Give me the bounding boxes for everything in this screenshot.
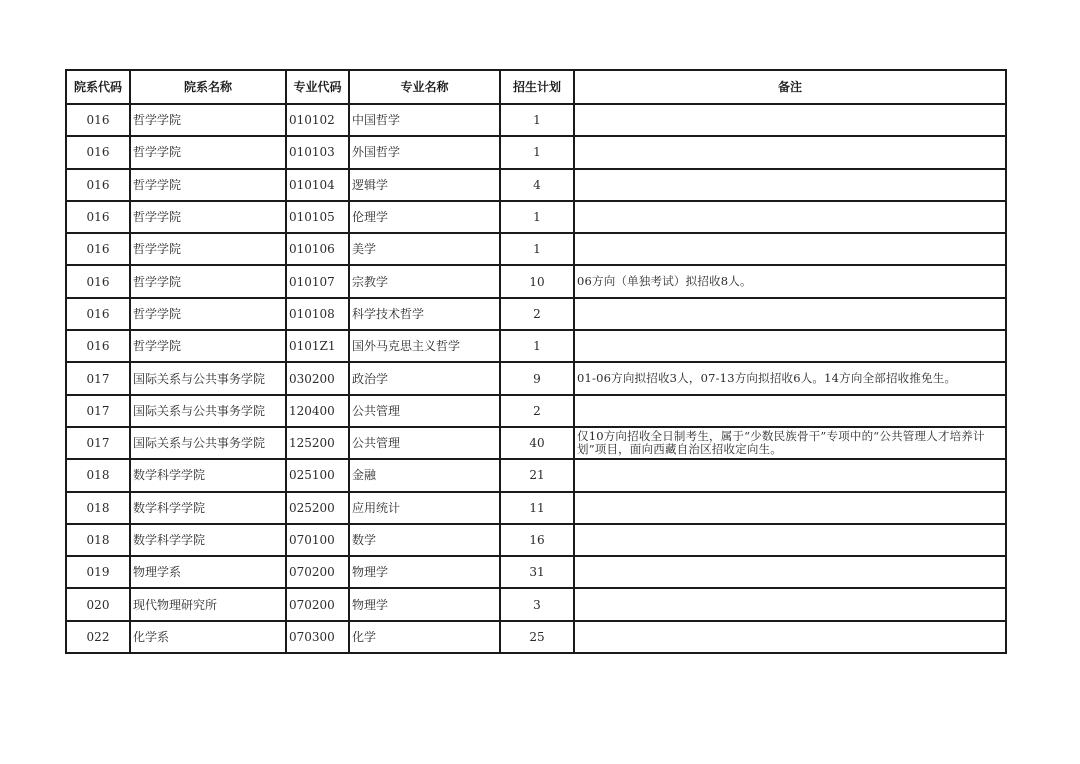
cell-note [574,395,1006,427]
cell-plan: 40 [500,427,574,459]
cell-major-name: 数学 [349,524,500,556]
cell-plan: 4 [500,169,574,201]
cell-plan: 2 [500,298,574,330]
table-row [66,233,1006,265]
cell-note [574,524,1006,556]
cell-major-name: 国外马克思主义哲学 [349,330,500,362]
header-plan: 招生计划 [500,70,574,104]
cell-dept-code: 016 [66,265,130,297]
cell-dept-name: 哲学学院 [130,201,286,233]
cell-major-code: 010104 [286,169,349,201]
cell-plan: 21 [500,459,574,491]
cell-dept-code: 017 [66,395,130,427]
table-row [66,395,1006,427]
header-major-code: 专业代码 [286,70,349,104]
cell-major-code: 070200 [286,588,349,620]
cell-major-name: 化学 [349,621,500,653]
cell-major-code: 025200 [286,492,349,524]
enrollment-plan-table-container [65,69,1005,654]
cell-dept-code: 016 [66,233,130,265]
cell-note: 06方向（单独考试）拟招收8人。 [574,265,1006,297]
cell-major-code: 0101Z1 [286,330,349,362]
cell-dept-name: 数学科学学院 [130,524,286,556]
cell-dept-name: 哲学学院 [130,136,286,168]
cell-dept-name: 哲学学院 [130,233,286,265]
cell-dept-code: 016 [66,104,130,136]
table-row [66,556,1006,588]
cell-dept-code: 018 [66,459,130,491]
cell-dept-name: 现代物理研究所 [130,588,286,620]
cell-major-code: 010108 [286,298,349,330]
cell-note [574,104,1006,136]
cell-note [574,588,1006,620]
cell-note [574,330,1006,362]
cell-plan: 9 [500,362,574,394]
cell-major-name: 美学 [349,233,500,265]
table-row [66,621,1006,653]
cell-dept-name: 数学科学学院 [130,459,286,491]
cell-dept-code: 016 [66,136,130,168]
cell-major-name: 公共管理 [349,395,500,427]
cell-major-code: 125200 [286,427,349,459]
cell-major-code: 010103 [286,136,349,168]
cell-major-name: 物理学 [349,588,500,620]
cell-dept-name: 哲学学院 [130,104,286,136]
cell-major-code: 010106 [286,233,349,265]
cell-plan: 1 [500,233,574,265]
cell-note [574,169,1006,201]
cell-note [574,459,1006,491]
cell-major-name: 金融 [349,459,500,491]
cell-major-code: 010102 [286,104,349,136]
cell-note [574,201,1006,233]
table-row [66,524,1006,556]
cell-dept-name: 化学系 [130,621,286,653]
cell-plan: 1 [500,104,574,136]
cell-note [574,136,1006,168]
cell-major-code: 010105 [286,201,349,233]
cell-major-name: 外国哲学 [349,136,500,168]
cell-plan: 1 [500,201,574,233]
table-row [66,427,1006,459]
table-row [66,104,1006,136]
table-row [66,136,1006,168]
cell-dept-code: 016 [66,169,130,201]
table-row [66,588,1006,620]
header-dept-code: 院系代码 [66,70,130,104]
cell-major-name: 中国哲学 [349,104,500,136]
cell-note [574,556,1006,588]
cell-dept-name: 哲学学院 [130,330,286,362]
header-row [66,70,1006,104]
cell-major-name: 宗教学 [349,265,500,297]
cell-dept-name: 国际关系与公共事务学院 [130,427,286,459]
cell-note [574,298,1006,330]
cell-plan: 2 [500,395,574,427]
cell-dept-name: 国际关系与公共事务学院 [130,362,286,394]
cell-dept-code: 016 [66,330,130,362]
cell-major-code: 070300 [286,621,349,653]
cell-dept-code: 018 [66,492,130,524]
cell-dept-code: 017 [66,362,130,394]
cell-dept-code: 019 [66,556,130,588]
cell-major-code: 025100 [286,459,349,491]
cell-plan: 25 [500,621,574,653]
cell-dept-code: 016 [66,298,130,330]
cell-major-code: 070100 [286,524,349,556]
cell-dept-name: 哲学学院 [130,298,286,330]
cell-note [574,492,1006,524]
header-major-name: 专业名称 [349,70,500,104]
cell-note: 01-06方向拟招收3人，07-13方向拟招收6人。14方向全部招收推免生。 [574,362,1006,394]
cell-plan: 1 [500,330,574,362]
cell-major-name: 物理学 [349,556,500,588]
cell-dept-code: 020 [66,588,130,620]
cell-dept-code: 022 [66,621,130,653]
header-dept-name: 院系名称 [130,70,286,104]
cell-dept-code: 018 [66,524,130,556]
cell-dept-code: 016 [66,201,130,233]
table-row [66,169,1006,201]
cell-note: 仅10方向招收全日制考生，属于“少数民族骨干”专项中的“公共管理人才培养计划”项目，面向西藏自治区招收定向生。 [574,427,1006,459]
table-row [66,492,1006,524]
cell-plan: 3 [500,588,574,620]
cell-major-name: 政治学 [349,362,500,394]
table-row [66,265,1006,297]
cell-major-name: 公共管理 [349,427,500,459]
cell-major-code: 010107 [286,265,349,297]
cell-note [574,233,1006,265]
cell-plan: 16 [500,524,574,556]
cell-major-code: 030200 [286,362,349,394]
table-row [66,298,1006,330]
cell-plan: 31 [500,556,574,588]
cell-dept-name: 数学科学学院 [130,492,286,524]
cell-major-name: 应用统计 [349,492,500,524]
cell-note [574,621,1006,653]
cell-dept-name: 物理学系 [130,556,286,588]
table-row [66,330,1006,362]
cell-plan: 11 [500,492,574,524]
cell-major-code: 070200 [286,556,349,588]
cell-major-code: 120400 [286,395,349,427]
cell-major-name: 逻辑学 [349,169,500,201]
cell-dept-code: 017 [66,427,130,459]
header-note: 备注 [574,70,1006,104]
cell-dept-name: 哲学学院 [130,169,286,201]
enrollment-plan-table [65,69,1007,654]
table-row [66,459,1006,491]
table-row [66,362,1006,394]
cell-dept-name: 哲学学院 [130,265,286,297]
cell-plan: 10 [500,265,574,297]
cell-dept-name: 国际关系与公共事务学院 [130,395,286,427]
cell-plan: 1 [500,136,574,168]
cell-major-name: 伦理学 [349,201,500,233]
table-row [66,201,1006,233]
cell-major-name: 科学技术哲学 [349,298,500,330]
